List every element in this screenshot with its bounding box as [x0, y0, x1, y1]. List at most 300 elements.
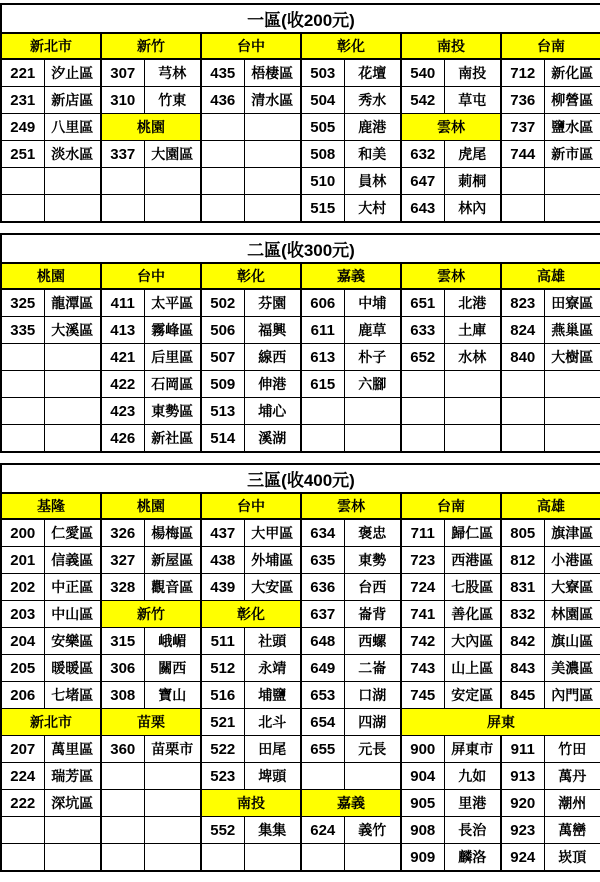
district-name-cell: 台西: [344, 574, 401, 601]
district-name-cell: 竹東: [144, 87, 201, 114]
zip-code-cell: 426: [101, 425, 144, 453]
district-name-cell: 元長: [344, 736, 401, 763]
district-name-cell: 萬里區: [44, 736, 101, 763]
district-name-cell: 梧棲區: [244, 59, 301, 87]
empty-cell: [544, 398, 600, 425]
zip-code-cell: 206: [1, 682, 44, 709]
empty-cell: [1, 371, 44, 398]
district-name-cell: 口湖: [344, 682, 401, 709]
empty-cell: [44, 817, 101, 844]
zip-code-cell: 643: [401, 195, 444, 223]
zip-code-cell: 654: [301, 709, 344, 736]
table-row: [1, 601, 600, 628]
district-name-cell: 觀音區: [144, 574, 201, 601]
zip-code-cell: 505: [301, 114, 344, 141]
region-header-cell: 新竹: [101, 601, 201, 628]
district-name-cell: 瑞芳區: [44, 763, 101, 790]
district-name-cell: 鹿港: [344, 114, 401, 141]
district-name-cell: 北港: [444, 289, 501, 317]
empty-cell: [544, 168, 600, 195]
empty-cell: [344, 398, 401, 425]
zip-code-cell: 632: [401, 141, 444, 168]
district-name-cell: 淡水區: [44, 141, 101, 168]
empty-cell: [101, 790, 144, 817]
zip-code-cell: 744: [501, 141, 544, 168]
district-name-cell: 朴子: [344, 344, 401, 371]
district-name-cell: 義竹: [344, 817, 401, 844]
zip-code-cell: 832: [501, 601, 544, 628]
district-name-cell: 麟洛: [444, 844, 501, 872]
zip-code-cell: 741: [401, 601, 444, 628]
region-header-cell: 高雄: [501, 493, 600, 519]
table-row: [1, 141, 600, 168]
zip-code-cell: 423: [101, 398, 144, 425]
empty-cell: [501, 168, 544, 195]
empty-cell: [444, 425, 501, 453]
zip-code-cell: 202: [1, 574, 44, 601]
district-name-cell: 埔心: [244, 398, 301, 425]
zip-code-cell: 742: [401, 628, 444, 655]
district-name-cell: 中山區: [44, 601, 101, 628]
district-name-cell: 田寮區: [544, 289, 600, 317]
zip-code-cell: 325: [1, 289, 44, 317]
empty-cell: [301, 398, 344, 425]
zip-code-cell: 540: [401, 59, 444, 87]
zip-code-cell: 224: [1, 763, 44, 790]
district-name-cell: 屏東市: [444, 736, 501, 763]
district-name-cell: 燕巢區: [544, 317, 600, 344]
zip-code-cell: 633: [401, 317, 444, 344]
district-name-cell: 芎林: [144, 59, 201, 87]
zip-code-cell: 507: [201, 344, 244, 371]
zip-code-cell: 514: [201, 425, 244, 453]
zip-code-cell: 521: [201, 709, 244, 736]
district-name-cell: 太平區: [144, 289, 201, 317]
zip-code-cell: 436: [201, 87, 244, 114]
zip-code-cell: 913: [501, 763, 544, 790]
zip-code-cell: 328: [101, 574, 144, 601]
district-name-cell: 山上區: [444, 655, 501, 682]
region-header-cell: 南投: [401, 33, 501, 59]
zip-code-cell: 203: [1, 601, 44, 628]
empty-cell: [101, 168, 144, 195]
zip-code-cell: 655: [301, 736, 344, 763]
empty-cell: [1, 344, 44, 371]
zip-code-cell: 337: [101, 141, 144, 168]
zip-code-cell: 326: [101, 519, 144, 547]
district-name-cell: 員林: [344, 168, 401, 195]
district-name-cell: 安定區: [444, 682, 501, 709]
zip-code-cell: 439: [201, 574, 244, 601]
zip-code-cell: 512: [201, 655, 244, 682]
zip-code-cell: 636: [301, 574, 344, 601]
district-name-cell: 安樂區: [44, 628, 101, 655]
district-name-cell: 旗津區: [544, 519, 600, 547]
district-name-cell: 旗山區: [544, 628, 600, 655]
table-row: [1, 195, 600, 223]
zip-code-cell: 736: [501, 87, 544, 114]
zip-code-cell: 513: [201, 398, 244, 425]
district-name-cell: 線西: [244, 344, 301, 371]
district-name-cell: 草屯: [444, 87, 501, 114]
empty-cell: [44, 398, 101, 425]
empty-cell: [344, 763, 401, 790]
region-header-cell: 屏東: [401, 709, 600, 736]
table-row: [1, 519, 600, 547]
district-name-cell: 苗栗市: [144, 736, 201, 763]
district-name-cell: 林內: [444, 195, 501, 223]
zip-code-cell: 611: [301, 317, 344, 344]
table-row: [1, 574, 600, 601]
district-name-cell: 崁頂: [544, 844, 600, 872]
table-row: [1, 114, 600, 141]
district-name-cell: 汐止區: [44, 59, 101, 87]
zip-code-cell: 649: [301, 655, 344, 682]
zip-code-cell: 923: [501, 817, 544, 844]
zip-code-cell: 422: [101, 371, 144, 398]
district-name-cell: 新店區: [44, 87, 101, 114]
district-name-cell: 內門區: [544, 682, 600, 709]
zip-code-cell: 411: [101, 289, 144, 317]
zip-code-cell: 900: [401, 736, 444, 763]
district-name-cell: 小港區: [544, 547, 600, 574]
district-name-cell: 中埔: [344, 289, 401, 317]
empty-cell: [1, 195, 44, 223]
district-name-cell: 清水區: [244, 87, 301, 114]
zip-code-cell: 503: [301, 59, 344, 87]
table-row: [1, 289, 600, 317]
zip-code-cell: 724: [401, 574, 444, 601]
district-name-cell: 暖暖區: [44, 655, 101, 682]
district-name-cell: 社頭: [244, 628, 301, 655]
empty-cell: [401, 398, 444, 425]
zip-code-cell: 843: [501, 655, 544, 682]
region-header-cell: 嘉義: [301, 263, 401, 289]
empty-cell: [301, 763, 344, 790]
district-name-cell: 林園區: [544, 601, 600, 628]
empty-cell: [44, 168, 101, 195]
empty-cell: [144, 195, 201, 223]
zip-code-cell: 200: [1, 519, 44, 547]
district-name-cell: 北斗: [244, 709, 301, 736]
table-row: [1, 425, 600, 453]
region-header-cell: 苗栗: [101, 709, 201, 736]
table-row: [1, 398, 600, 425]
district-name-cell: 大村: [344, 195, 401, 223]
zip-code-cell: 904: [401, 763, 444, 790]
table-row: [1, 763, 600, 790]
district-name-cell: 西港區: [444, 547, 501, 574]
zip-code-cell: 737: [501, 114, 544, 141]
zip-code-cell: 221: [1, 59, 44, 87]
district-name-cell: 大安區: [244, 574, 301, 601]
district-name-cell: 九如: [444, 763, 501, 790]
district-name-cell: 崙背: [344, 601, 401, 628]
empty-cell: [244, 195, 301, 223]
zip-code-cell: 306: [101, 655, 144, 682]
empty-cell: [201, 141, 244, 168]
zip-code-cell: 615: [301, 371, 344, 398]
table-row: [1, 736, 600, 763]
district-name-cell: 龍潭區: [44, 289, 101, 317]
table-row: [1, 547, 600, 574]
zip-code-cell: 335: [1, 317, 44, 344]
district-name-cell: 花壇: [344, 59, 401, 87]
zip-code-cell: 542: [401, 87, 444, 114]
zip-code-cell: 509: [201, 371, 244, 398]
district-name-cell: 寶山: [144, 682, 201, 709]
zip-code-cell: 504: [301, 87, 344, 114]
region-header-cell: 新北市: [1, 33, 101, 59]
zip-code-cell: 905: [401, 790, 444, 817]
empty-cell: [544, 195, 600, 223]
zip-code-cell: 435: [201, 59, 244, 87]
district-name-cell: 七股區: [444, 574, 501, 601]
district-name-cell: 埔鹽: [244, 682, 301, 709]
zip-code-cell: 508: [301, 141, 344, 168]
empty-cell: [544, 425, 600, 453]
zip-code-cell: 310: [101, 87, 144, 114]
zip-code-cell: 511: [201, 628, 244, 655]
empty-cell: [444, 398, 501, 425]
empty-cell: [201, 114, 244, 141]
district-name-cell: 福興: [244, 317, 301, 344]
zip-code-cell: 207: [1, 736, 44, 763]
zip-code-cell: 413: [101, 317, 144, 344]
district-name-cell: 霧峰區: [144, 317, 201, 344]
zip-code-cell: 845: [501, 682, 544, 709]
empty-cell: [101, 763, 144, 790]
empty-cell: [44, 344, 101, 371]
district-name-cell: 新市區: [544, 141, 600, 168]
district-name-cell: 七堵區: [44, 682, 101, 709]
table-row: [1, 628, 600, 655]
zip-code-cell: 648: [301, 628, 344, 655]
district-name-cell: 伸港: [244, 371, 301, 398]
district-name-cell: 后里區: [144, 344, 201, 371]
zone-table-3: [0, 463, 600, 872]
district-name-cell: 竹田: [544, 736, 600, 763]
empty-cell: [1, 168, 44, 195]
table-row: [1, 817, 600, 844]
district-name-cell: 集集: [244, 817, 301, 844]
district-name-cell: 秀水: [344, 87, 401, 114]
zip-code-cell: 647: [401, 168, 444, 195]
zip-code-cell: 920: [501, 790, 544, 817]
zip-code-cell: 637: [301, 601, 344, 628]
district-name-cell: 長治: [444, 817, 501, 844]
zip-code-cell: 711: [401, 519, 444, 547]
district-name-cell: 萬巒: [544, 817, 600, 844]
zip-code-cell: 812: [501, 547, 544, 574]
table-row: [1, 682, 600, 709]
district-name-cell: 褒忠: [344, 519, 401, 547]
region-header-cell: 新北市: [1, 709, 101, 736]
empty-cell: [501, 425, 544, 453]
district-name-cell: 歸仁區: [444, 519, 501, 547]
region-header-cell: 彰化: [201, 263, 301, 289]
zip-code-cell: 522: [201, 736, 244, 763]
district-name-cell: 埤頭: [244, 763, 301, 790]
region-header-cell: 台中: [101, 263, 201, 289]
zone-title-row: [1, 464, 600, 493]
district-name-cell: 土庫: [444, 317, 501, 344]
zip-code-cell: 222: [1, 790, 44, 817]
region-header-row: [1, 493, 600, 519]
table-row: [1, 371, 600, 398]
zip-code-cell: 360: [101, 736, 144, 763]
zip-code-cell: 909: [401, 844, 444, 872]
empty-cell: [101, 817, 144, 844]
district-name-cell: 南投: [444, 59, 501, 87]
zip-code-cell: 437: [201, 519, 244, 547]
zip-code-cell: 842: [501, 628, 544, 655]
empty-cell: [201, 195, 244, 223]
region-header-cell: 南投: [201, 790, 301, 817]
empty-cell: [244, 168, 301, 195]
region-header-cell: 彰化: [201, 601, 301, 628]
zip-code-cell: 805: [501, 519, 544, 547]
empty-cell: [401, 371, 444, 398]
region-header-row: [1, 263, 600, 289]
empty-cell: [501, 195, 544, 223]
zip-code-cell: 307: [101, 59, 144, 87]
empty-cell: [1, 398, 44, 425]
zip-code-cell: 911: [501, 736, 544, 763]
district-name-cell: 仁愛區: [44, 519, 101, 547]
zip-code-cell: 653: [301, 682, 344, 709]
region-header-cell: 雲林: [401, 263, 501, 289]
district-name-cell: 芬園: [244, 289, 301, 317]
empty-cell: [501, 371, 544, 398]
district-name-cell: 鹿草: [344, 317, 401, 344]
zone-title: 一區(收200元): [1, 4, 600, 33]
region-header-cell: 桃園: [101, 493, 201, 519]
district-name-cell: 四湖: [344, 709, 401, 736]
zip-code-cell: 635: [301, 547, 344, 574]
district-name-cell: 大寮區: [544, 574, 600, 601]
empty-cell: [201, 168, 244, 195]
empty-cell: [344, 425, 401, 453]
empty-cell: [144, 168, 201, 195]
zip-code-cell: 502: [201, 289, 244, 317]
region-header-cell: 桃園: [101, 114, 201, 141]
district-name-cell: 田尾: [244, 736, 301, 763]
empty-cell: [1, 817, 44, 844]
empty-cell: [444, 371, 501, 398]
zip-code-cell: 824: [501, 317, 544, 344]
zip-code-cell: 327: [101, 547, 144, 574]
zip-code-cell: 438: [201, 547, 244, 574]
zip-code-cell: 651: [401, 289, 444, 317]
district-name-cell: 和美: [344, 141, 401, 168]
district-name-cell: 大甲區: [244, 519, 301, 547]
zip-code-cell: 523: [201, 763, 244, 790]
district-name-cell: 六腳: [344, 371, 401, 398]
empty-cell: [544, 371, 600, 398]
zip-code-cell: 831: [501, 574, 544, 601]
district-name-cell: 八里區: [44, 114, 101, 141]
zip-code-cell: 712: [501, 59, 544, 87]
table-row: [1, 790, 600, 817]
zip-code-cell: 510: [301, 168, 344, 195]
empty-cell: [1, 425, 44, 453]
empty-cell: [144, 763, 201, 790]
district-name-cell: 美濃區: [544, 655, 600, 682]
table-row: [1, 168, 600, 195]
region-header-cell: 雲林: [401, 114, 501, 141]
zone-title: 三區(收400元): [1, 464, 600, 493]
empty-cell: [301, 425, 344, 453]
district-name-cell: 關西: [144, 655, 201, 682]
table-row: [1, 709, 600, 736]
zone-title: 二區(收300元): [1, 234, 600, 263]
zip-code-cell: 624: [301, 817, 344, 844]
district-name-cell: 大內區: [444, 628, 501, 655]
region-header-cell: 台南: [401, 493, 501, 519]
zip-code-cell: 606: [301, 289, 344, 317]
empty-cell: [244, 114, 301, 141]
district-name-cell: 楊梅區: [144, 519, 201, 547]
empty-cell: [501, 398, 544, 425]
zip-code-cell: 315: [101, 628, 144, 655]
empty-cell: [244, 141, 301, 168]
zip-code-cell: 204: [1, 628, 44, 655]
zip-code-cell: 634: [301, 519, 344, 547]
empty-cell: [44, 371, 101, 398]
region-header-cell: 新竹: [101, 33, 201, 59]
zip-code-cell: 743: [401, 655, 444, 682]
table-row: [1, 87, 600, 114]
zip-code-cell: 249: [1, 114, 44, 141]
district-name-cell: 虎尾: [444, 141, 501, 168]
region-header-cell: 台中: [201, 33, 301, 59]
zip-code-cell: 924: [501, 844, 544, 872]
zip-code-cell: 552: [201, 817, 244, 844]
region-header-cell: 彰化: [301, 33, 401, 59]
district-name-cell: 新社區: [144, 425, 201, 453]
district-name-cell: 鹽水區: [544, 114, 600, 141]
empty-cell: [401, 425, 444, 453]
region-header-cell: 高雄: [501, 263, 600, 289]
district-name-cell: 潮州: [544, 790, 600, 817]
region-header-cell: 台南: [501, 33, 600, 59]
district-name-cell: 莿桐: [444, 168, 501, 195]
district-name-cell: 萬丹: [544, 763, 600, 790]
district-name-cell: 東勢: [344, 547, 401, 574]
district-name-cell: 新化區: [544, 59, 600, 87]
empty-cell: [44, 425, 101, 453]
zone-table-1: [0, 3, 600, 223]
district-name-cell: 石岡區: [144, 371, 201, 398]
district-name-cell: 大溪區: [44, 317, 101, 344]
district-name-cell: 善化區: [444, 601, 501, 628]
zip-code-cell: 723: [401, 547, 444, 574]
zone-table-2: [0, 233, 600, 453]
zone-title-row: [1, 234, 600, 263]
district-name-cell: 峨嵋: [144, 628, 201, 655]
zip-code-cell: 823: [501, 289, 544, 317]
region-header-cell: 桃園: [1, 263, 101, 289]
table-row: [1, 655, 600, 682]
zip-code-cell: 231: [1, 87, 44, 114]
empty-cell: [101, 195, 144, 223]
district-name-cell: 信義區: [44, 547, 101, 574]
district-name-cell: 外埔區: [244, 547, 301, 574]
district-name-cell: 西螺: [344, 628, 401, 655]
zip-code-cell: 515: [301, 195, 344, 223]
table-row: [1, 344, 600, 371]
